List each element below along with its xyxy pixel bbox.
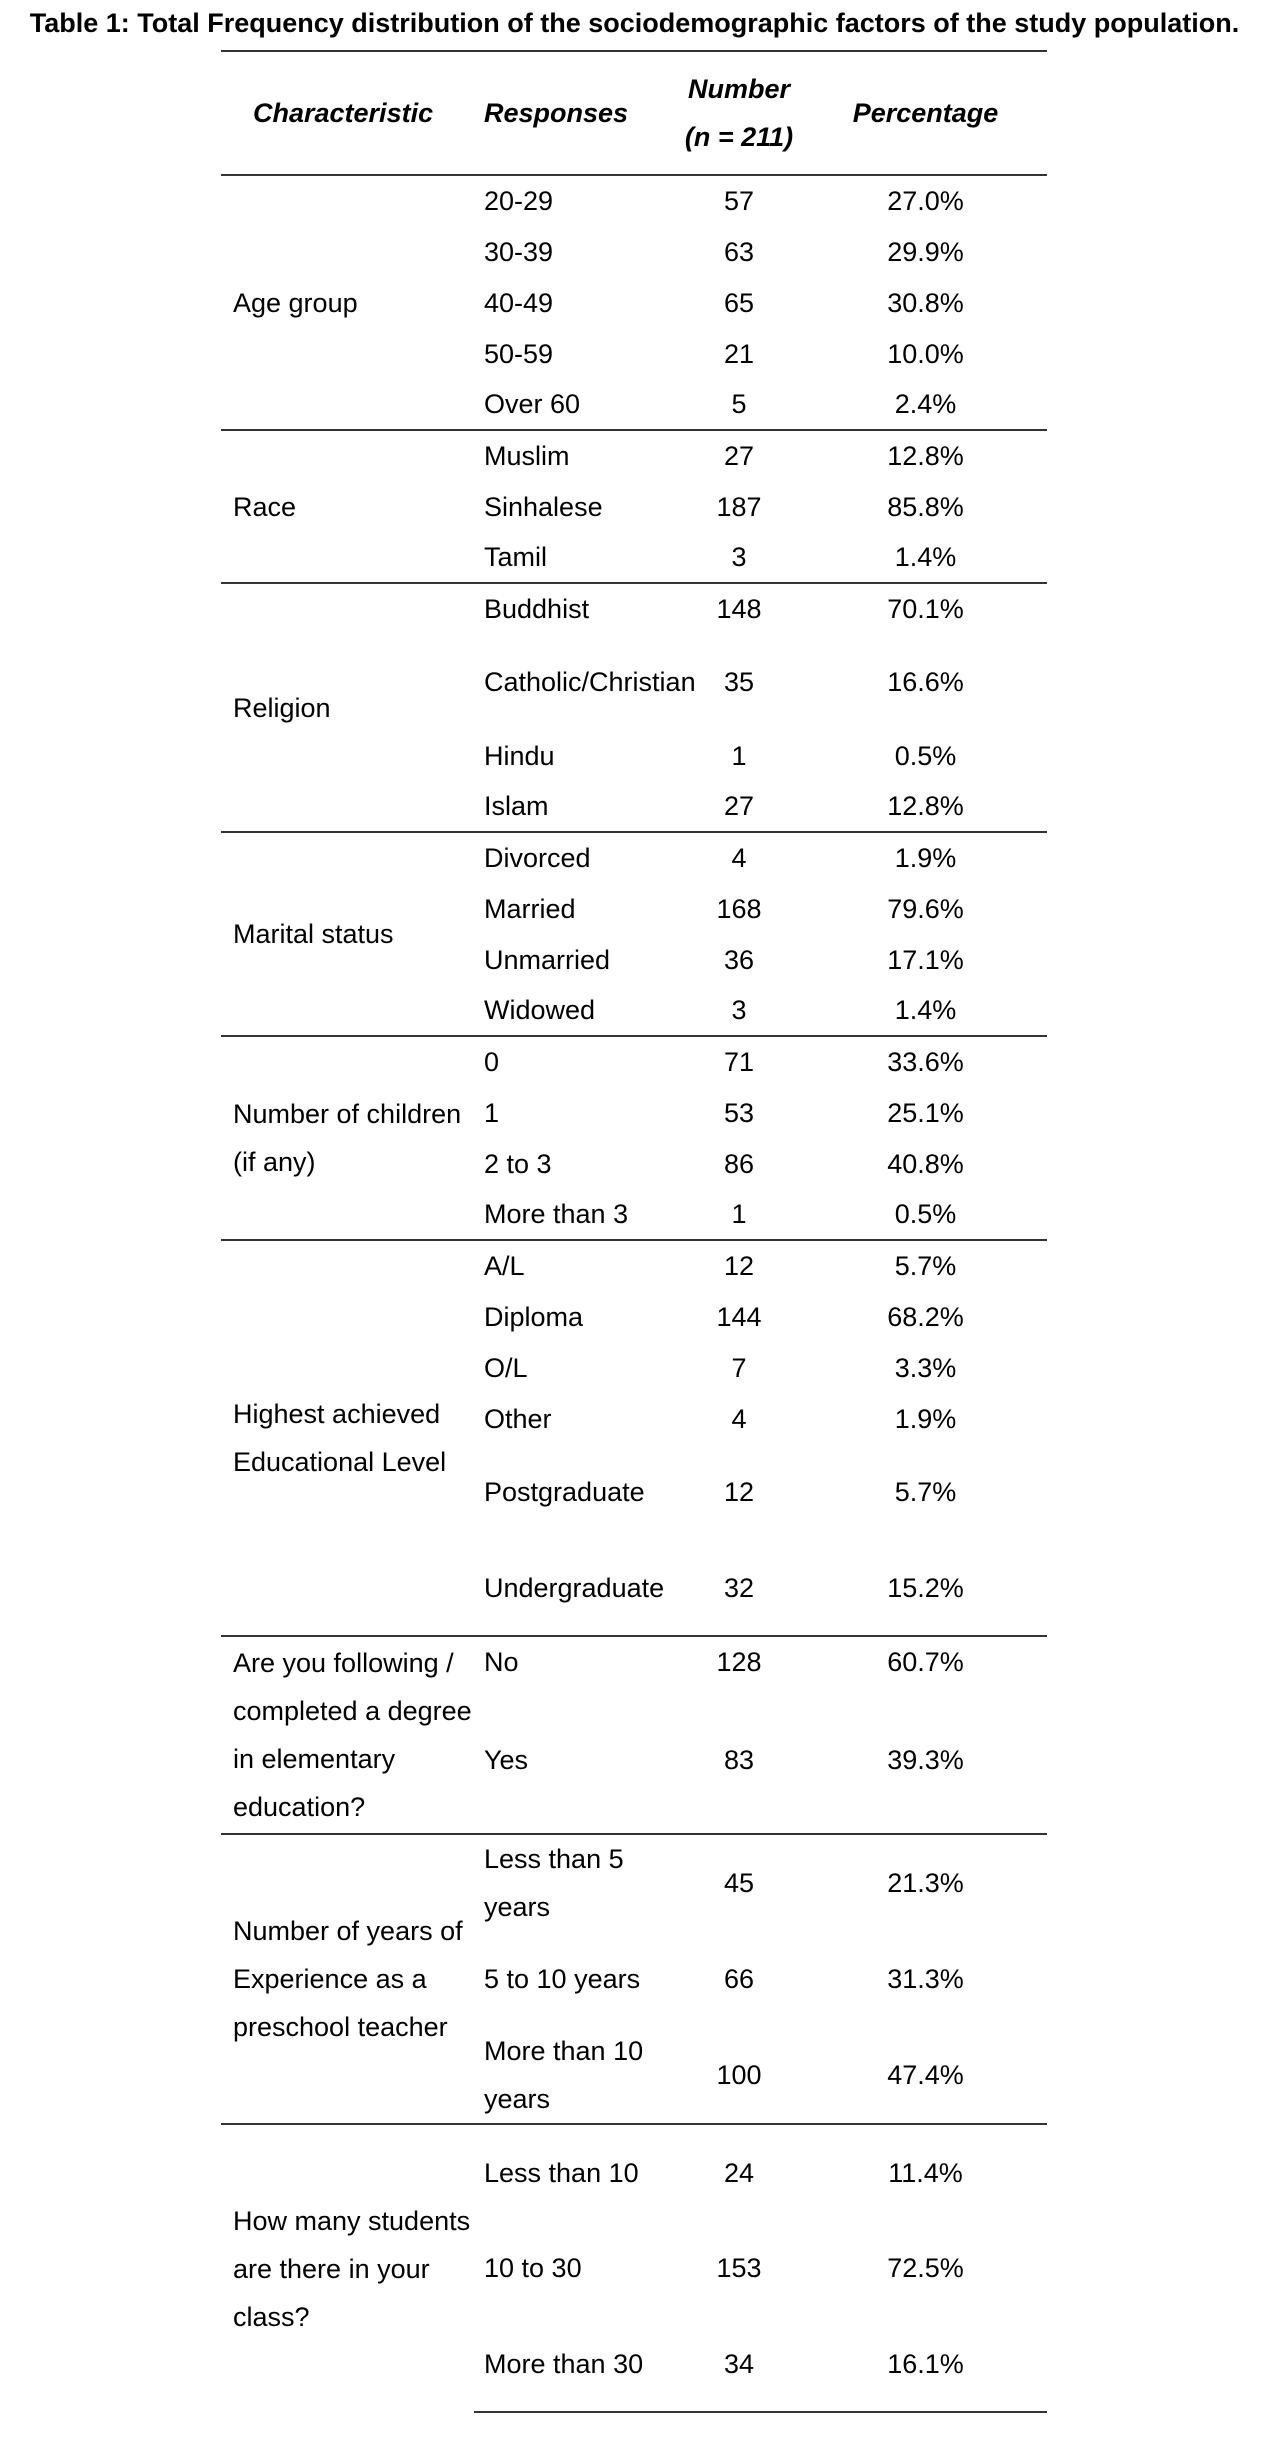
percentage-cell: 25.1% — [887, 1097, 964, 1128]
number-cell: 83 — [723, 1745, 755, 1775]
header-characteristic: Characteristic — [221, 51, 474, 175]
response-cell: Married — [484, 893, 576, 924]
number-cell: 100 — [716, 2060, 762, 2090]
percentage-cell: 47.4% — [887, 2060, 964, 2090]
number-cell: 27 — [674, 430, 804, 481]
percentage-cell: 85.8% — [887, 491, 964, 522]
number-cell: 86 — [723, 1148, 755, 1179]
response-cell: Catholic/Christian — [484, 667, 696, 697]
percentage-cell: 1.4% — [894, 542, 957, 572]
response-cell: Postgraduate — [484, 1477, 645, 1507]
number-cell: 12 — [674, 1240, 804, 1291]
percentage-cell: 70.1% — [804, 583, 1047, 634]
number-cell: 57 — [674, 175, 804, 226]
response-cell: 10 to 30 — [484, 2253, 582, 2283]
number-cell: 3 — [731, 995, 747, 1025]
header-responses: Responses — [474, 51, 674, 175]
table-row — [221, 2124, 1047, 2220]
response-cell: Tamil — [484, 542, 548, 572]
response-cell: 1 — [484, 1097, 500, 1128]
percentage-cell: 27.0% — [804, 175, 1047, 226]
response-cell: 40-49 — [484, 287, 554, 318]
response-cell: Yes — [484, 1745, 529, 1775]
response-cell: 5 to 10 years — [484, 1964, 641, 1994]
number-cell: 148 — [674, 583, 804, 634]
response-cell: More than 10 years — [484, 2036, 644, 2114]
number-cell: 168 — [716, 893, 762, 924]
response-cell: A/L — [474, 1240, 674, 1291]
number-cell: 53 — [723, 1097, 755, 1128]
table-row — [221, 430, 1047, 481]
characteristic-cell: Number of children (if any) — [221, 1036, 474, 1240]
number-cell: 35 — [723, 667, 755, 697]
response-cell: 30-39 — [484, 236, 554, 267]
characteristic-cell: Marital status — [221, 832, 474, 1036]
table-caption: Table 1: Total Frequency distribution of the sociodemographic factors of the study population. — [29, 8, 1240, 38]
percentage-cell: 3.3% — [894, 1352, 957, 1383]
percentage-cell: 15.2% — [887, 1572, 964, 1603]
percentage-cell: 5.7% — [894, 1477, 957, 1507]
response-cell: Over 60 — [484, 389, 581, 419]
table-row — [221, 1834, 1047, 1931]
characteristic-cell: Highest achieved Educational Level — [221, 1240, 474, 1636]
response-cell: 2 to 3 — [484, 1148, 552, 1179]
number-cell: 187 — [716, 491, 762, 522]
percentage-cell: 40.8% — [887, 1148, 964, 1179]
number-cell: 7 — [731, 1352, 747, 1383]
number-cell: 45 — [674, 1834, 804, 1931]
number-cell: 27 — [723, 791, 755, 821]
table-row — [221, 1036, 1047, 1087]
percentage-cell: 79.6% — [887, 893, 964, 924]
percentage-cell: 72.5% — [887, 2253, 964, 2283]
percentage-cell: 0.5% — [894, 1199, 957, 1229]
percentage-cell: 2.4% — [894, 389, 957, 419]
response-cell: Other — [484, 1403, 552, 1434]
table-row — [221, 583, 1047, 634]
percentage-cell: 10.0% — [887, 338, 964, 369]
percentage-cell: 21.3% — [804, 1834, 1047, 1931]
percentage-cell: 16.1% — [804, 2316, 1047, 2412]
number-cell: 32 — [723, 1572, 755, 1603]
percentage-cell: 0.5% — [894, 740, 957, 771]
percentage-cell: 39.3% — [887, 1745, 964, 1775]
response-cell: Unmarried — [484, 944, 611, 975]
response-cell: More than 3 — [484, 1199, 629, 1229]
response-cell: No — [474, 1636, 674, 1687]
sociodemographic-table — [221, 50, 1047, 2413]
percentage-cell: 30.8% — [887, 287, 964, 318]
number-cell: 153 — [716, 2253, 762, 2283]
number-cell: 128 — [674, 1636, 804, 1687]
response-cell: More than 30 — [474, 2316, 674, 2412]
number-cell: 5 — [731, 389, 747, 419]
number-cell: 12 — [723, 1477, 755, 1507]
characteristic-cell: Race — [221, 430, 474, 583]
number-cell: 65 — [723, 287, 755, 318]
number-cell: 71 — [674, 1036, 804, 1087]
response-cell: 0 — [474, 1036, 674, 1087]
characteristic-cell: Number of years of Experience as a preschool teacher — [221, 1834, 474, 2124]
response-cell: 20-29 — [474, 175, 674, 226]
table-row — [221, 1240, 1047, 1291]
table-header-row — [221, 51, 1047, 175]
percentage-cell: 33.6% — [804, 1036, 1047, 1087]
table-row — [221, 832, 1047, 883]
percentage-cell: 1.4% — [894, 995, 957, 1025]
table-body — [221, 175, 1047, 2412]
response-cell: Sinhalese — [484, 491, 603, 522]
number-cell: 63 — [723, 236, 755, 267]
response-cell: Widowed — [484, 995, 596, 1025]
percentage-cell: 12.8% — [887, 791, 964, 821]
number-cell: 1 — [731, 740, 747, 771]
header-number: Number (n = 211) — [674, 51, 804, 175]
number-cell: 21 — [723, 338, 755, 369]
percentage-cell: 1.9% — [804, 832, 1047, 883]
characteristic-cell: How many students are there in your class? — [221, 2124, 474, 2412]
percentage-cell: 12.8% — [804, 430, 1047, 481]
characteristic-cell: Religion — [221, 583, 474, 832]
response-cell: O/L — [484, 1352, 528, 1383]
number-cell: 4 — [731, 1403, 747, 1434]
percentage-cell: 11.4% — [804, 2124, 1047, 2220]
response-cell: Diploma — [484, 1301, 584, 1332]
response-cell: Hindu — [484, 740, 555, 771]
table-row — [221, 175, 1047, 226]
number-cell: 24 — [674, 2124, 804, 2220]
percentage-cell: 1.9% — [894, 1403, 957, 1434]
characteristic-cell: Are you following / completed a degree in elementary education? — [221, 1636, 474, 1834]
percentage-cell: 16.6% — [887, 667, 964, 697]
response-cell: Undergraduate — [484, 1572, 665, 1603]
response-cell: 50-59 — [484, 338, 554, 369]
number-cell: 144 — [716, 1301, 762, 1332]
number-cell: 1 — [731, 1199, 747, 1229]
response-cell: Islam — [484, 791, 549, 821]
table-row — [221, 1636, 1047, 1687]
number-cell: 66 — [723, 1964, 755, 1994]
number-cell: 4 — [674, 832, 804, 883]
percentage-cell: 60.7% — [804, 1636, 1047, 1687]
number-cell: 34 — [674, 2316, 804, 2412]
percentage-cell: 31.3% — [887, 1964, 964, 1994]
percentage-cell: 17.1% — [887, 944, 964, 975]
number-cell: 36 — [723, 944, 755, 975]
characteristic-cell: Age group — [221, 175, 474, 430]
response-cell: Divorced — [474, 832, 674, 883]
header-percentage: Percentage — [804, 51, 1047, 175]
percentage-cell: 5.7% — [804, 1240, 1047, 1291]
percentage-cell: 68.2% — [887, 1301, 964, 1332]
response-cell: Buddhist — [474, 583, 674, 634]
response-cell: Less than 10 — [474, 2124, 674, 2220]
response-cell: Less than 5 years — [474, 1834, 674, 1931]
number-cell: 3 — [731, 542, 747, 572]
response-cell: Muslim — [474, 430, 674, 481]
percentage-cell: 29.9% — [887, 236, 964, 267]
